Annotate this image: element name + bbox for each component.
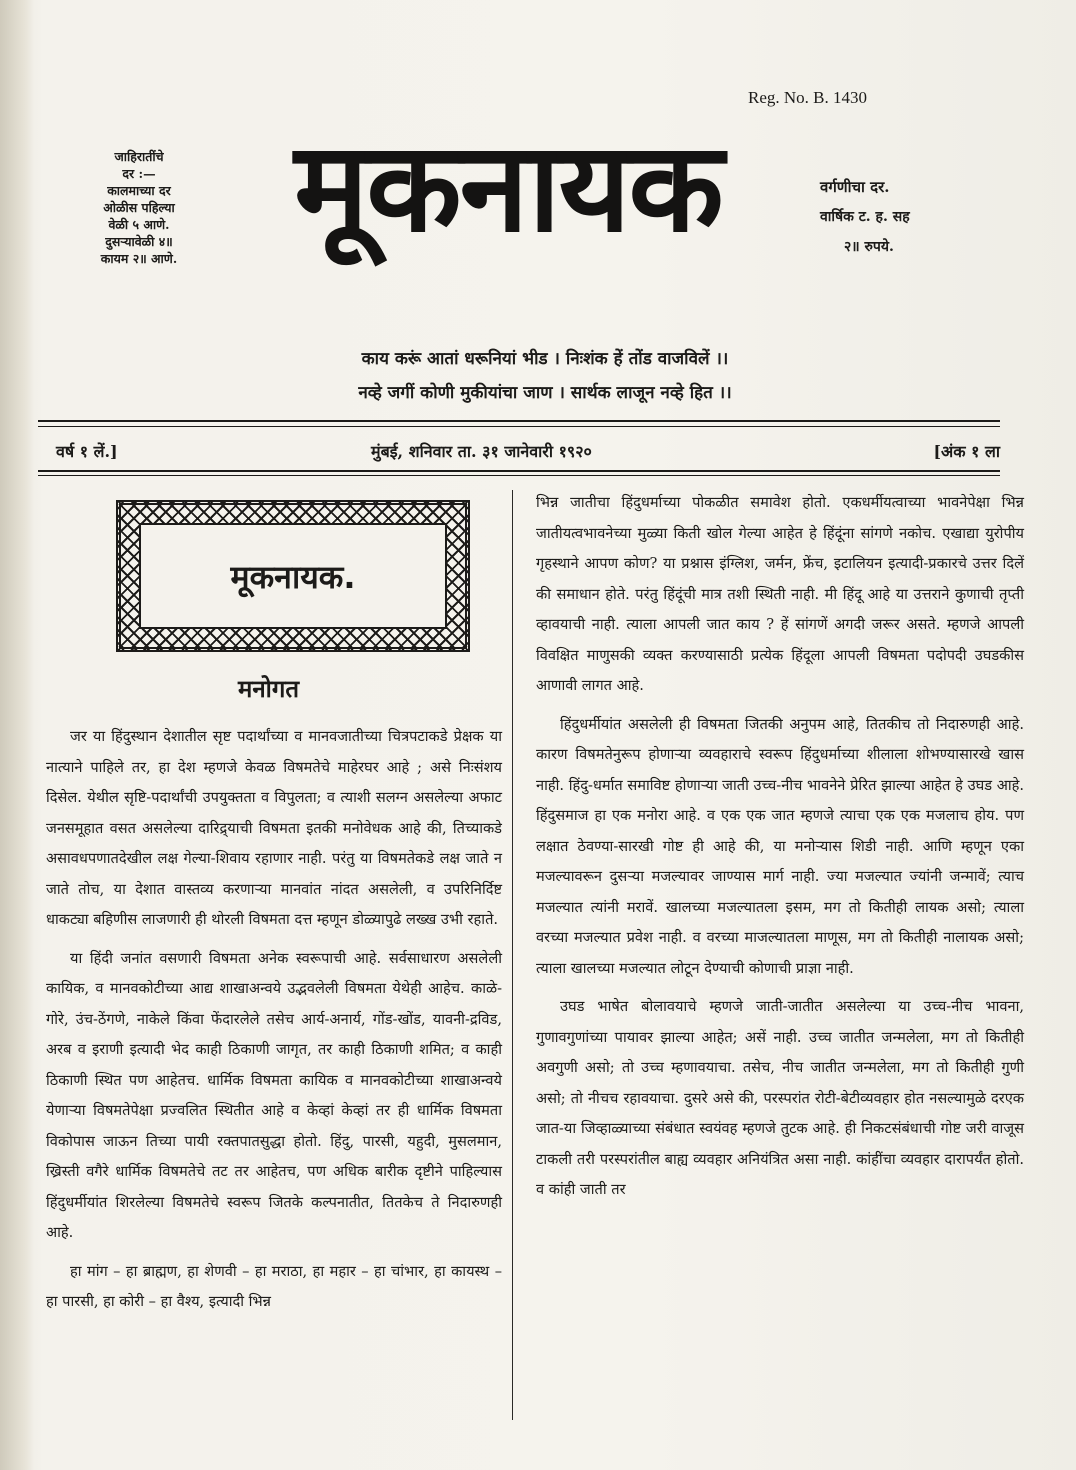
ad-rate-line: कायम २॥ आणे. [100, 251, 178, 266]
article-paragraph: हा मांग – हा ब्राह्मण, हा शेणवी – हा मराठा, हा महार – हा चांभार, हा कायस्थ – हा पारसी, हा कोरी – हा वैश्य, इत्यादी भिन्न [46, 1262, 502, 1310]
article-column-left [46, 722, 502, 1318]
article-paragraph: हिंदुधर्मीयांत असलेली ही विषमता जितकी अनुपम आहे, तितकीच तो निदारुणही आहे. कारण विषमतेनुरूप होणाऱ्या व्यवहाराचे स्वरूप हिंदुधर्माच्या शीलाला शोभण्यासारखे खास नाही. हिंदु-धर्मात समाविष्ट होणाऱ्या जाती उच्च-नीच भावनेने प्रेरित झाल्या आहेत हे उघड आहे. हिंदुसमाज हा एक मनोरा आहे. व एक एक जात म्हणजे त्याचा एक एक मजलाच होय. पण लक्षात ठेवण्या-सारखी गोष्ट ही आहे की, या मनोऱ्यास शिडी नाही. आणि म्हणून एका मजल्यावरून दुसऱ्या मजल्यावर जाण्यास मार्ग नाही. ज्या मजल्यात ज्यांनी जन्मावें; त्याच मजल्यात त्यांनी मरावें. खालच्या मजल्यातला इसम, मग तो कितीही लायक असो; त्याला वरच्या मजल्यात प्रवेश नाही. व वरच्या माजल्यातला माणूस, मग तो कितीही नालायक असो; त्याला खालच्या मजल्यात लोटून देण्याची कोणाची प्राज्ञा नाही. [536, 715, 1024, 977]
divider-rule [38, 475, 1000, 476]
ad-rate-line: जाहिरातींचे [114, 149, 164, 164]
ad-rate-line: कालमाच्या दर [107, 183, 171, 198]
box-title: मूकनायक. [139, 523, 447, 629]
advertisement-rates [80, 148, 198, 267]
book-spine-shadow [0, 0, 34, 1470]
volume-number: वर्ष १ लें.] [56, 442, 118, 461]
subscription-line: २॥ रुपये. [844, 239, 894, 255]
motto-line: काय करूं आतां धरूनियां भीड । निःशंक हें तोंड वाजविलें ।। [361, 349, 729, 369]
dateline [56, 440, 1006, 466]
motto [200, 342, 890, 410]
article-paragraph: उघड भाषेत बोलावयाचे म्हणजे जाती-जातीत असलेल्या या उच्च-नीच भावना, गुणावगुणांच्या पायावर झाल्या आहेत; असें नाही. उच्च जातीत जन्मलेला, मग तो कितीही अवगुणी असो; तो उच्च म्हणावयाचा. तसेच, नीच जातीत जन्मलेला, मग तो कितीही गुणी असो; तो नीचच रहावयाचा. दुसरे असे की, परस्परांत रोटी-बेटीव्यवहार होत नसल्यामुळे दरएक जात-या जिव्हाळ्याच्या संबंधात स्वयंवह म्हणजे तुटक आहे. ही निकटसंबंधाची गोष्ट जरी वाजूस टाकली तरी परस्परांतील बाह्य व्यवहार अनियंत्रित असा नाही. कांहींचा व्यवहार दारापर्यंत होतो. व कांही जाती तर [536, 998, 1024, 1198]
divider-rule [38, 420, 1000, 422]
article-paragraph: या हिंदी जनांत वसणारी विषमता अनेक स्वरूपाची आहे. सर्वसाधारण असलेली कायिक, व मानवकोटीच्या आद्य शाखाअन्वये उद्भवलेली विषमता येथेही आहेच. काळे-गोरे, उंच-ठेंगणे, नाकेले किंवा फेंदारलेले तसेच आर्य-अनार्य, गोंड-खोंड, यावनी-द्रविड, अरब व इराणी इत्यादी भेद काही ठिकाणी जागृत, तर काही ठिकाणी शमित; व काही ठिकाणी स्थित पण आहेतच. धार्मिक विषमता कायिक व मानवकोटीच्या शाखाअन्वये येणाऱ्या विषमतेपेक्षा प्रज्वलित स्थितीत आहे व केव्हां केव्हां तर ही धार्मिक विषमता विकोपास जाऊन तिच्या पायी रक्तपातसुद्धा होतो. हिंदु, पारसी, यहुदी, मुसलमान, ख्रिस्ती वगैरे धार्मिक विषमतेचे तट तर आहेतच, पण अधिक बारीक दृष्टीने पाहिल्यास हिंदुधर्मीयांत शिरलेल्या विषमतेचे स्वरूप जितके कल्पनातीत, तितकेच ते निदारुणही आहे. [46, 949, 502, 1241]
article-column-right [536, 488, 1024, 1206]
subscription-title: वर्गणीचा दर. [820, 178, 890, 196]
ad-rate-line: वेळी ५ आणे. [108, 217, 170, 232]
ad-rate-line: दुसऱ्यावेळी ४॥ [105, 234, 173, 249]
divider-rule [38, 426, 1000, 427]
motto-line: नव्हे जगीं कोणी मुकीयांचा जाण । सार्थक लाजून नव्हे हित ।। [358, 383, 732, 403]
registration-number: Reg. No. B. 1430 [748, 88, 867, 107]
newspaper-masthead: मूकनायक [294, 116, 722, 260]
issue-number: [अंक १ ला [933, 442, 1000, 461]
subscription-line: वार्षिक ट. ह. सह [820, 209, 910, 225]
subscription-rates [820, 172, 970, 262]
ad-rate-line: ओळीस पहिल्या [103, 200, 175, 215]
column-divider [512, 490, 513, 1420]
article-heading: मनोगत [238, 674, 300, 703]
divider-rule [38, 470, 1000, 472]
article-paragraph: जर या हिंदुस्थान देशातील सृष्ट पदार्थांच्या व मानवजातीच्या चित्रपटाकडे प्रेक्षक या नात्याने पाहिले तर, हा देश म्हणजे केवळ विषमतेचे माहेरघर आहे ; असे निःसंशय दिसेल. येथील सृष्टि-पदार्थांची उपयुक्तता व विपुलता; व त्याशी सलग्न असलेल्या अफाट जनसमूहात वसत असलेल्या दारिद्र्याची विषमता इतकी मनोवेधक आहे की, तिच्याकडे असावधपणातदेखील लक्ष गेल्या-शिवाय रहाणार नाही. परंतु या विषमतेकडे लक्ष जाते न जाते तोच, या देशात वास्तव्य करणाऱ्या मानवांत नांदत असलेली, व उपरिनिर्दिष्ट धाकट्या बहिणीस लाजणारी ही थोरली विषमता दत्त म्हणून डोळ्यापुढे लख्ख उभी रहाते. [46, 728, 502, 928]
publication-date: मुंबई, शनिवार ता. ३१ जानेवारी १९२० [371, 442, 592, 461]
ad-rate-line: दर :— [122, 166, 156, 181]
ornamental-title-box [116, 500, 470, 652]
article-paragraph: भिन्न जातीचा हिंदुधर्माच्या पोकळीत समावेश होतो. एकधर्मीयत्वाच्या भावनेपेक्षा भिन्न जातीयत्वभावनेच्या मुळ्या किती खोल गेल्या आहेत हे हिंदूंना सांगणे नकोच. एखाद्या युरोपीय गृहस्थाने आपण कोण? या प्रश्नास इंग्लिश, जर्मन, फ्रेंच, इटालियन इत्यादी-प्रकारचे उत्तर दिलें की समाधान होते. परंतु हिंदूंची मात्र तशी स्थिती नाही. मी हिंदू आहे या उत्तराने कुणाची तृप्ती व्हावयाची नाही. त्याला आपली जात काय ? हें सांगणें अगदी जरूर असते. म्हणजे आपली विवक्षित माणुसकी व्यक्त करण्यासाठी प्रत्येक हिंदूला आपली विषमता पदोपदी उघडकीस आणावी लागत आहे. [536, 494, 1024, 694]
